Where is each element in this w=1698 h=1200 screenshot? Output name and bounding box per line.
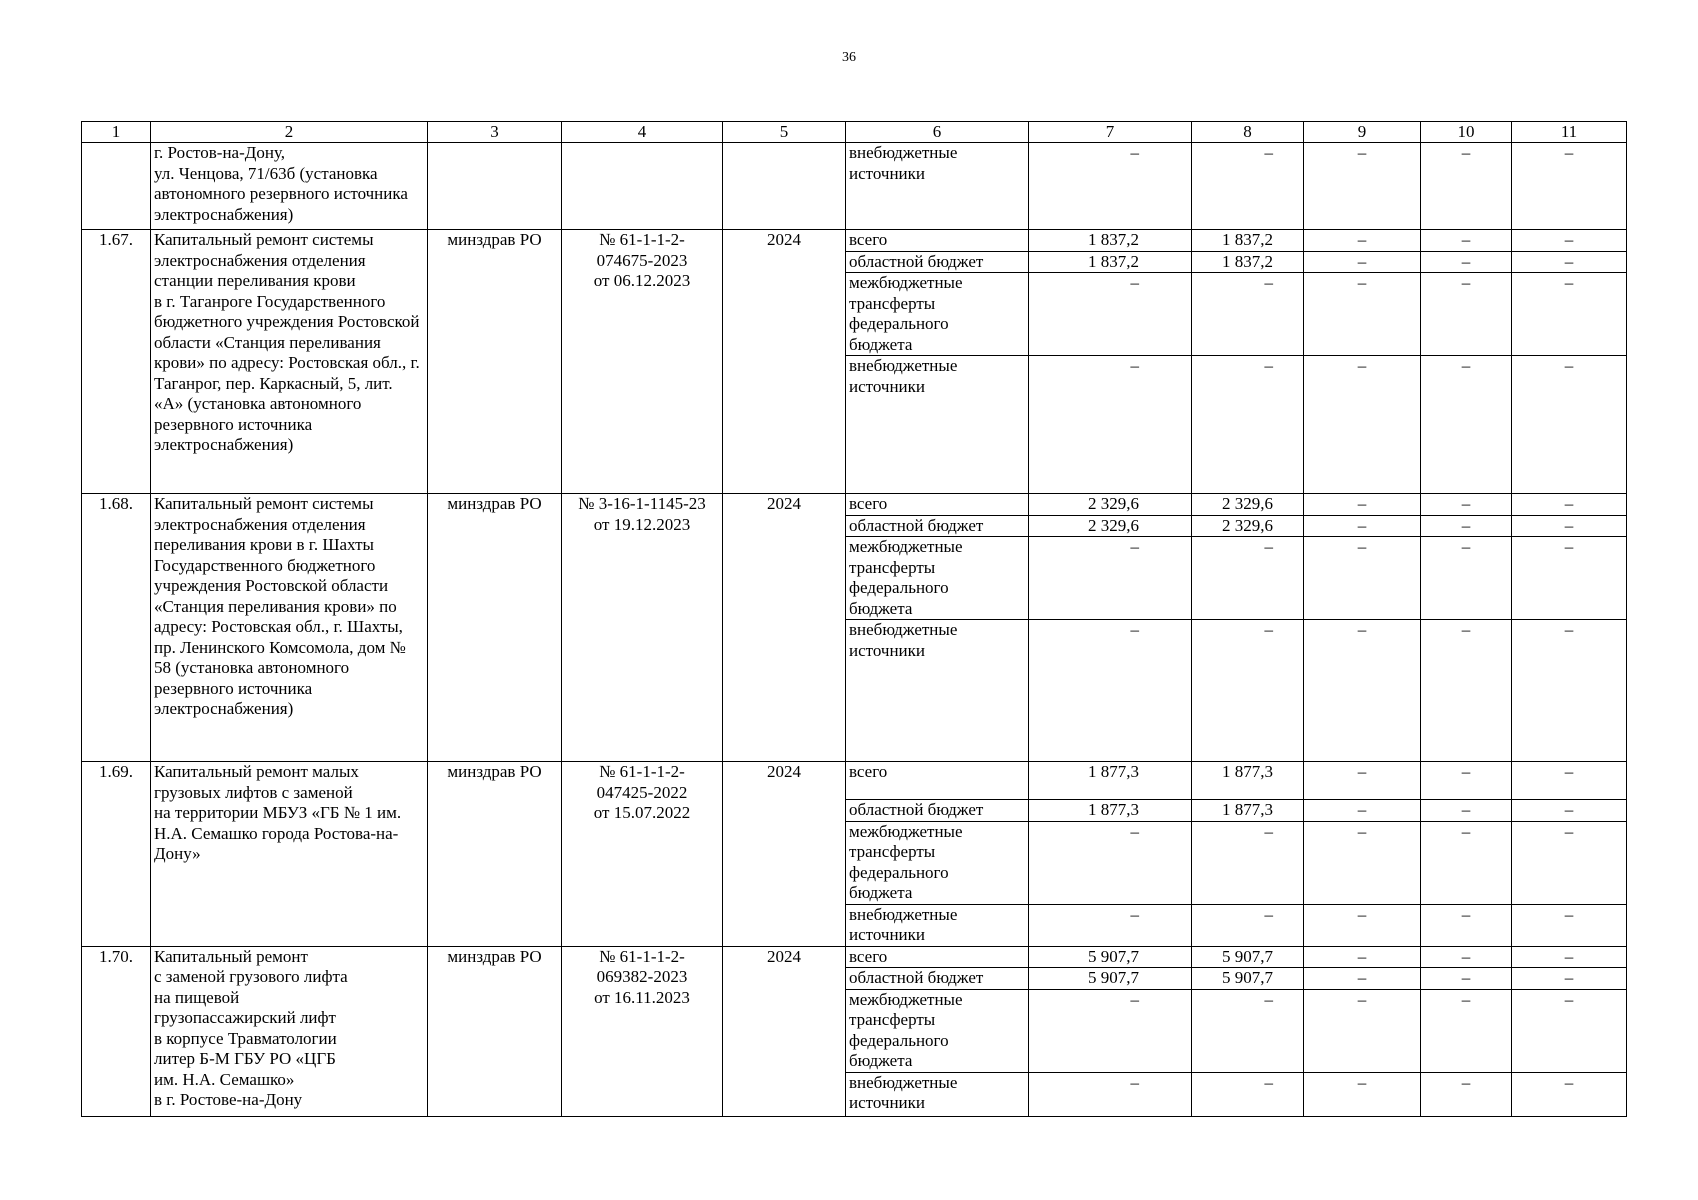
amount-cell: – [1304,620,1421,762]
amount-cell: – [1512,989,1627,1072]
amount-cell: – [1512,821,1627,904]
amount-cell: – [1421,762,1512,800]
funding-source-cell: межбюджетные трансферты федерального бюджета [846,537,1029,620]
amount-cell: – [1421,356,1512,494]
amount-total-cell: – [1029,620,1192,762]
funding-source-cell: областной бюджет [846,800,1029,822]
amount-cell: – [1421,273,1512,356]
table-row [82,230,1627,252]
amount-cell: – [1512,356,1627,494]
amount-2024-cell: – [1192,143,1304,230]
amount-total-cell: – [1029,904,1192,946]
amount-2024-cell: 2 329,6 [1192,494,1304,516]
amount-total-cell: 5 907,7 [1029,968,1192,990]
amount-cell: – [1304,968,1421,990]
year-cell [723,143,846,230]
amount-cell: – [1421,230,1512,252]
amount-total-cell: 1 877,3 [1029,762,1192,800]
amount-cell: – [1304,251,1421,273]
amount-cell: – [1421,620,1512,762]
year-cell: 2024 [723,762,846,947]
amount-cell: – [1512,143,1627,230]
amount-cell: – [1304,1072,1421,1116]
amount-total-cell: 2 329,6 [1029,515,1192,537]
amount-cell: – [1512,494,1627,516]
funding-source-cell: внебюджетные источники [846,904,1029,946]
item-number-cell: 1.68. [82,494,151,762]
column-header: 5 [723,122,846,143]
amount-2024-cell: – [1192,821,1304,904]
amount-cell: – [1421,143,1512,230]
item-name-cell: Капитальный ремонт системы электроснабжения отделения переливания крови в г. Шахты Государственного бюджетного учреждения Ростовской области «Станция переливания крови» по адресу: Ростовская обл., г. Шахты, пр. Ленинского Комсомола, дом № 58 (установка автономного резервного источника электроснабжения) [151,494,428,762]
amount-cell: – [1304,273,1421,356]
amount-cell: – [1304,821,1421,904]
amount-total-cell: 5 907,7 [1029,946,1192,968]
amount-cell: – [1304,356,1421,494]
header-row [82,122,1627,143]
funding-source-cell: областной бюджет [846,515,1029,537]
document-cell [562,143,723,230]
amount-cell: – [1421,968,1512,990]
column-header: 6 [846,122,1029,143]
organization-cell [428,143,562,230]
organization-cell: минздрав РО [428,230,562,494]
column-header: 8 [1192,122,1304,143]
item-number-cell: 1.70. [82,946,151,1116]
amount-cell: – [1304,515,1421,537]
year-cell: 2024 [723,230,846,494]
column-header: 3 [428,122,562,143]
column-header: 1 [82,122,151,143]
amount-cell: – [1421,800,1512,822]
amount-cell: – [1304,230,1421,252]
amount-2024-cell: 1 837,2 [1192,251,1304,273]
amount-cell: – [1512,968,1627,990]
amount-total-cell: – [1029,356,1192,494]
amount-2024-cell: 5 907,7 [1192,946,1304,968]
amount-total-cell: – [1029,1072,1192,1116]
item-number-cell: 1.67. [82,230,151,494]
amount-cell: – [1304,537,1421,620]
funding-source-cell: внебюджетные источники [846,620,1029,762]
column-header: 4 [562,122,723,143]
column-header: 10 [1421,122,1512,143]
table-row [82,494,1627,516]
amount-total-cell: 1 837,2 [1029,251,1192,273]
amount-cell: – [1421,821,1512,904]
amount-cell: – [1512,904,1627,946]
amount-2024-cell: 5 907,7 [1192,968,1304,990]
funding-source-cell: внебюджетные источники [846,143,1029,230]
column-header: 2 [151,122,428,143]
amount-total-cell: 1 877,3 [1029,800,1192,822]
organization-cell: минздрав РО [428,494,562,762]
amount-2024-cell: – [1192,356,1304,494]
funding-source-cell: областной бюджет [846,251,1029,273]
amount-2024-cell: 1 837,2 [1192,230,1304,252]
funding-source-cell: межбюджетные трансферты федерального бюджета [846,273,1029,356]
year-cell: 2024 [723,946,846,1116]
amount-2024-cell: – [1192,620,1304,762]
amount-2024-cell: – [1192,537,1304,620]
funding-source-cell: всего [846,946,1029,968]
column-header: 7 [1029,122,1192,143]
amount-cell: – [1304,762,1421,800]
amount-total-cell: – [1029,989,1192,1072]
amount-total-cell: – [1029,821,1192,904]
amount-cell: – [1421,251,1512,273]
amount-total-cell: – [1029,143,1192,230]
document-cell: № 61-1-1-2- 074675-2023 от 06.12.2023 [562,230,723,494]
table-row [82,762,1627,800]
item-name-cell: г. Ростов-на-Дону, ул. Ченцова, 71/63б (установка автономного резервного источника электроснабжения) [151,143,428,230]
amount-2024-cell: 1 877,3 [1192,800,1304,822]
amount-cell: – [1421,946,1512,968]
amount-cell: – [1304,800,1421,822]
amount-cell: – [1421,904,1512,946]
amount-cell: – [1512,762,1627,800]
amount-total-cell: – [1029,537,1192,620]
amount-total-cell: – [1029,273,1192,356]
amount-cell: – [1304,989,1421,1072]
column-header: 9 [1304,122,1421,143]
funding-source-cell: областной бюджет [846,968,1029,990]
amount-2024-cell: 1 877,3 [1192,762,1304,800]
table-row [82,143,1627,230]
organization-cell: минздрав РО [428,946,562,1116]
amount-cell: – [1304,143,1421,230]
amount-cell: – [1512,946,1627,968]
amount-cell: – [1421,537,1512,620]
amount-cell: – [1512,620,1627,762]
table-row [82,946,1627,968]
document-cell: № 61-1-1-2- 047425-2022 от 15.07.2022 [562,762,723,947]
amount-cell: – [1421,1072,1512,1116]
document-cell: № 3-16-1-1145-23 от 19.12.2023 [562,494,723,762]
amount-cell: – [1512,1072,1627,1116]
column-header: 11 [1512,122,1627,143]
amount-2024-cell: 2 329,6 [1192,515,1304,537]
funding-source-cell: всего [846,762,1029,800]
funding-source-cell: всего [846,230,1029,252]
funding-source-cell: межбюджетные трансферты федерального бюджета [846,989,1029,1072]
amount-2024-cell: – [1192,904,1304,946]
amount-2024-cell: – [1192,989,1304,1072]
amount-cell: – [1512,800,1627,822]
amount-2024-cell: – [1192,273,1304,356]
amount-cell: – [1512,273,1627,356]
item-number-cell [82,143,151,230]
amount-cell: – [1421,515,1512,537]
amount-total-cell: 1 837,2 [1029,230,1192,252]
amount-2024-cell: – [1192,1072,1304,1116]
document-cell: № 61-1-1-2- 069382-2023 от 16.11.2023 [562,946,723,1116]
funding-source-cell: всего [846,494,1029,516]
funding-source-cell: внебюджетные источники [846,1072,1029,1116]
amount-cell: – [1304,946,1421,968]
amount-cell: – [1421,494,1512,516]
item-number-cell: 1.69. [82,762,151,947]
item-name-cell: Капитальный ремонт системы электроснабжения отделения станции переливания крови в г. Таганроге Государственного бюджетного учреждения Ростовской области «Станция переливания крови» по адресу: Ростовская обл., г. Таганрог, пер. Каркасный, 5, лит. «А» (установка автономного резервного источника электроснабжения) [151,230,428,494]
amount-cell: – [1421,989,1512,1072]
funding-source-cell: межбюджетные трансферты федерального бюджета [846,821,1029,904]
amount-cell: – [1512,230,1627,252]
amount-total-cell: 2 329,6 [1029,494,1192,516]
financing-table [81,121,1627,1117]
funding-source-cell: внебюджетные источники [846,356,1029,494]
year-cell: 2024 [723,494,846,762]
item-name-cell: Капитальный ремонт с заменой грузового лифта на пищевой грузопассажирский лифт в корпусе Травматологии литер Б-М ГБУ РО «ЦГБ им. Н.А. Семашко» в г. Ростове-на-Дону [151,946,428,1116]
item-name-cell: Капитальный ремонт малых грузовых лифтов с заменой на территории МБУЗ «ГБ № 1 им. Н.А. Семашко города Ростова-на-Дону» [151,762,428,947]
amount-cell: – [1512,251,1627,273]
amount-cell: – [1304,494,1421,516]
amount-cell: – [1304,904,1421,946]
amount-cell: – [1512,537,1627,620]
organization-cell: минздрав РО [428,762,562,947]
amount-cell: – [1512,515,1627,537]
page-number: 36 [842,50,856,65]
